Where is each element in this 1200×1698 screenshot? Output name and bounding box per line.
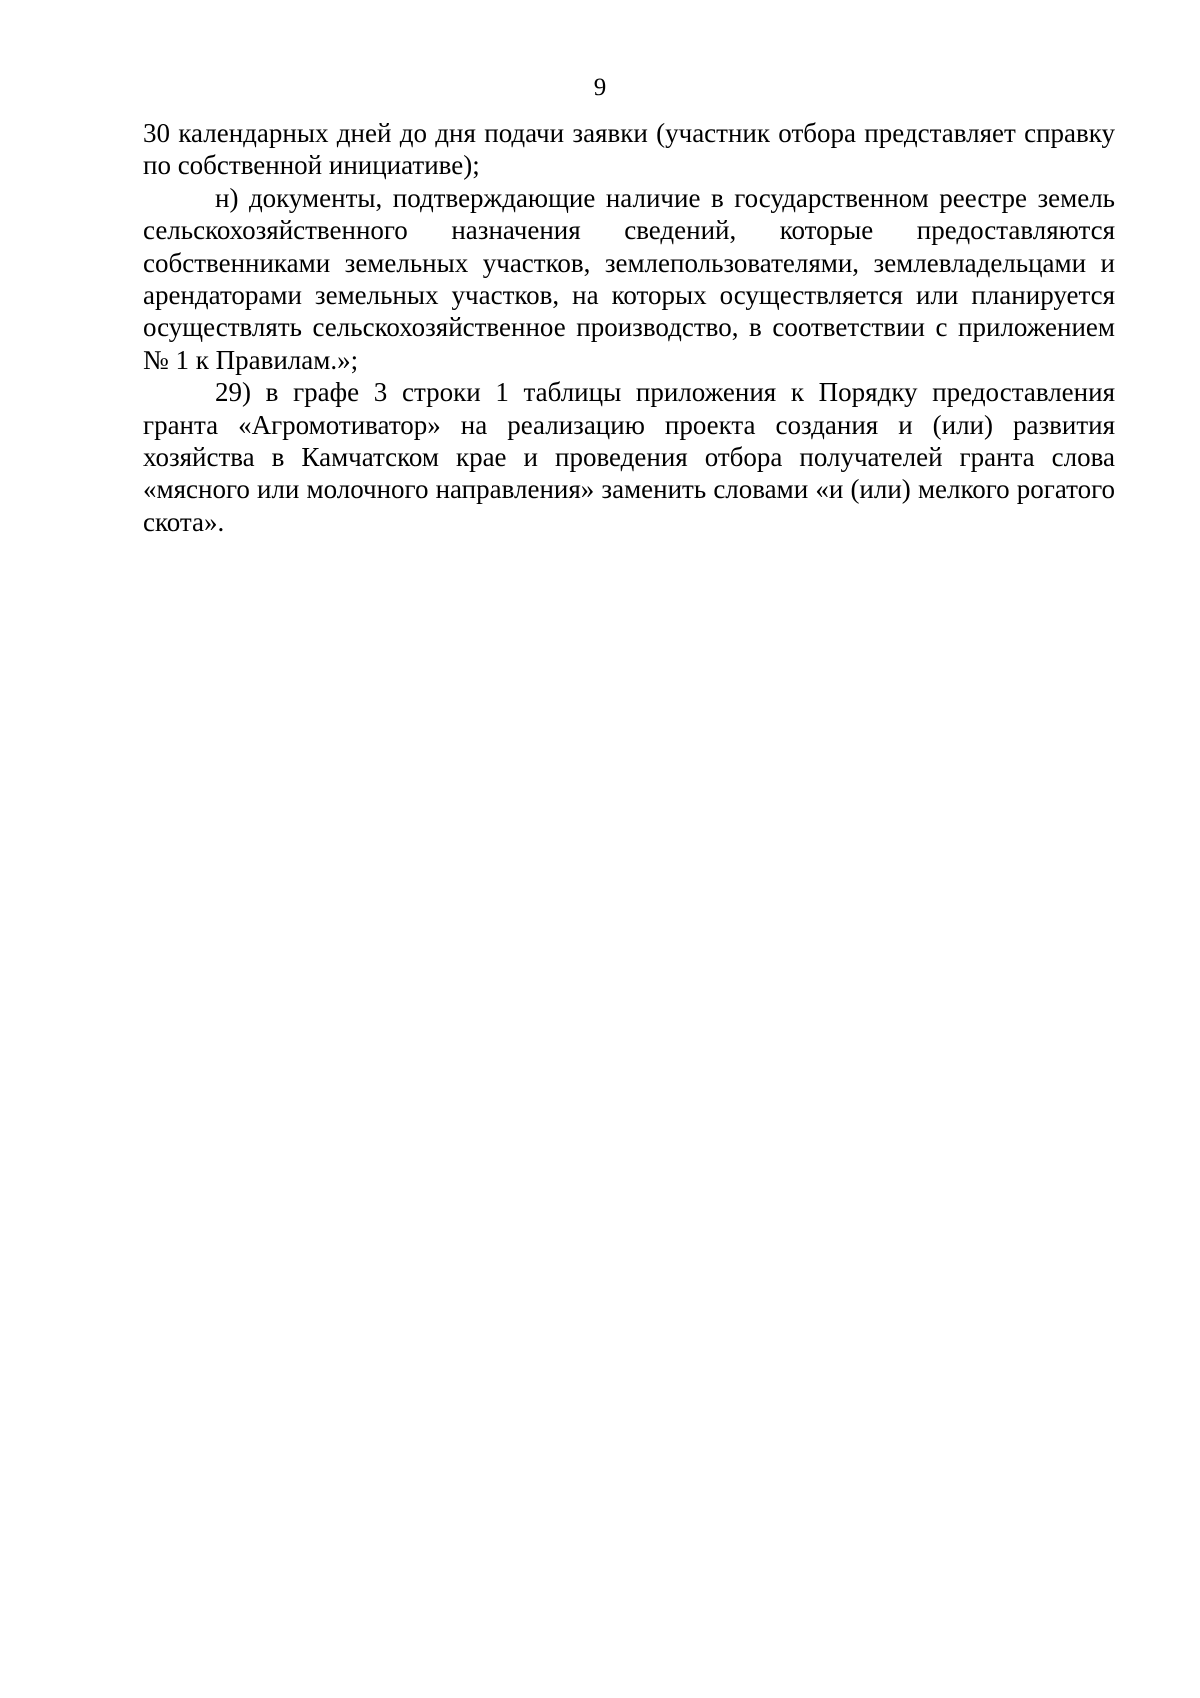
page-number: 9	[593, 74, 607, 101]
paragraph-item-29: 29) в графе 3 строки 1 таблицы приложения к Порядку предоставления гранта «Агромотиватор» на реализацию проекта создания и (или) развития хозяйства в Камчатском крае и проведения отбора получателей гранта слова «мясного или молочного направления» заменить словами «и (или) мелкого рогатого скота».	[143, 377, 1115, 537]
paragraph-item-n: н) документы, подтверждающие наличие в государственном реестре земель сельскохозяйственного назначения сведений, которые предоставляются собственниками земельных участков, землепользователями, землевладельцами и арендаторами земельных участков, на которых осуществляется или планируется осуществлять сельскохозяйственное производство, в соответствии с приложением № 1 к Правилам.»;	[143, 182, 1115, 375]
document-body	[143, 117, 1115, 538]
paragraph-continuation: 30 календарных дней до дня подачи заявки (участник отбора представляет справку по собственной инициативе);	[143, 118, 1115, 181]
